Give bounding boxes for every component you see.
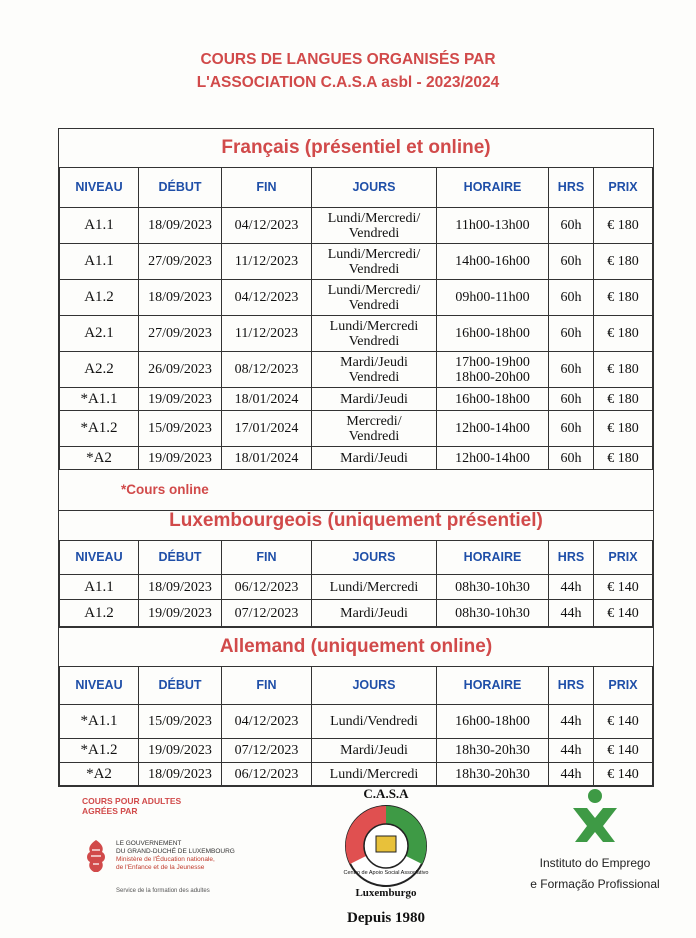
cell-fin: 06/12/2023	[222, 575, 312, 600]
course-table	[59, 666, 653, 786]
cell-line: 16h00-18h00	[455, 391, 530, 407]
cell-jours	[312, 280, 437, 316]
cell-fin: 04/12/2023	[222, 208, 312, 244]
cell-fin: 04/12/2023	[222, 705, 312, 739]
approval-line2: AGRÉES PAR	[82, 806, 138, 816]
cell-jours	[312, 316, 437, 352]
cell-fin: 08/12/2023	[222, 352, 312, 388]
cell-line: Mardi/Jeudi	[340, 450, 408, 466]
cell-line: 12h00-14h00	[455, 421, 530, 436]
table-header	[60, 541, 653, 575]
cell-niveau: *A1.2	[60, 411, 139, 447]
cell-fin: 04/12/2023	[222, 280, 312, 316]
approval-line1: COURS POUR ADULTES	[82, 796, 182, 806]
cell-hrs: 60h	[549, 411, 594, 447]
cell-prix: € 180	[594, 411, 653, 447]
cell-horaire	[437, 763, 549, 786]
cell-niveau: A2.1	[60, 316, 139, 352]
cell-line: 18h30-20h30	[455, 743, 530, 758]
cell-debut: 19/09/2023	[139, 739, 222, 763]
cell-line: Lundi/Mercredi	[329, 579, 419, 595]
cell-line: Vendredi	[348, 428, 400, 444]
table-row	[60, 600, 653, 627]
cell-line: Lundi/Mercredi	[329, 318, 419, 334]
gov-approval	[82, 796, 242, 894]
cell-hrs: 60h	[549, 244, 594, 280]
iefp-logo	[530, 786, 660, 893]
cell-horaire	[437, 208, 549, 244]
casa-since-text: Depuis 1980	[347, 910, 425, 926]
cell-line: 17h00-19h00	[455, 354, 530, 370]
cell-horaire	[437, 316, 549, 352]
cell-niveau: A1.1	[60, 208, 139, 244]
cell-horaire	[437, 600, 549, 627]
cell-niveau: A1.1	[60, 575, 139, 600]
cell-line: Mercredi/	[346, 413, 402, 429]
casa-ring-text: Centro de Apoio Social Associativo	[343, 870, 429, 876]
ministry-line1: Ministère de l'Éducation nationale,	[116, 856, 215, 863]
cell-debut: 19/09/2023	[139, 600, 222, 627]
section-allemand	[58, 627, 654, 787]
col-header-fin: FIN	[222, 541, 312, 575]
cell-hrs: 60h	[549, 388, 594, 411]
cell-debut: 18/09/2023	[139, 280, 222, 316]
cell-line: 16h00-18h00	[455, 714, 530, 729]
col-header-horaire: HORAIRE	[437, 168, 549, 208]
cell-fin: 11/12/2023	[222, 244, 312, 280]
cell-prix: € 140	[594, 600, 653, 627]
col-header-debut: DÉBUT	[139, 168, 222, 208]
cell-prix: € 140	[594, 739, 653, 763]
casa-luxembourg-text: Luxemburgo	[355, 887, 417, 899]
cell-line: 09h00-11h00	[455, 290, 530, 305]
doc-title-line2: L'ASSOCIATION C.A.S.A asbl - 2023/2024	[196, 74, 500, 91]
table-row	[60, 388, 653, 411]
cell-hrs: 44h	[549, 705, 594, 739]
cell-hrs: 60h	[549, 447, 594, 470]
col-header-fin: FIN	[222, 667, 312, 705]
cell-line: Mardi/Jeudi	[340, 605, 408, 621]
col-header-jours: JOURS	[312, 168, 437, 208]
online-note: *Cours online	[121, 482, 209, 497]
cell-fin: 18/01/2024	[222, 388, 312, 411]
doc-title-line1: COURS DE LANGUES ORGANISÉS PAR	[200, 51, 496, 68]
cell-line: Vendredi	[348, 333, 400, 349]
cell-niveau: A1.2	[60, 280, 139, 316]
table-row	[60, 411, 653, 447]
cell-hrs: 44h	[549, 575, 594, 600]
col-header-horaire: HORAIRE	[437, 667, 549, 705]
col-header-hrs: HRS	[549, 541, 594, 575]
col-header-prix: PRIX	[594, 541, 653, 575]
cell-line: Mardi/Jeudi	[340, 743, 408, 758]
cell-hrs: 44h	[549, 763, 594, 786]
col-header-niveau: NIVEAU	[60, 168, 139, 208]
table-row	[60, 316, 653, 352]
cell-niveau: *A2	[60, 447, 139, 470]
col-header-prix: PRIX	[594, 168, 653, 208]
section-title: Français (présentiel et online)	[221, 137, 491, 158]
cell-fin: 07/12/2023	[222, 739, 312, 763]
cell-niveau: *A1.1	[60, 705, 139, 739]
cell-line: Vendredi	[348, 369, 400, 385]
col-header-hrs: HRS	[549, 667, 594, 705]
cell-debut: 19/09/2023	[139, 447, 222, 470]
course-table	[59, 540, 653, 627]
cell-prix: € 180	[594, 244, 653, 280]
cell-prix: € 180	[594, 388, 653, 411]
section-luxembourgeois	[58, 501, 654, 628]
cell-hrs: 60h	[549, 208, 594, 244]
cell-prix: € 140	[594, 763, 653, 786]
cell-debut: 15/09/2023	[139, 411, 222, 447]
col-header-jours: JOURS	[312, 667, 437, 705]
cell-hrs: 44h	[549, 600, 594, 627]
section-title: Allemand (uniquement online)	[219, 636, 493, 657]
cell-fin: 06/12/2023	[222, 763, 312, 786]
cell-line: Lundi/Mercredi/	[327, 282, 421, 298]
cell-jours	[312, 244, 437, 280]
cell-jours	[312, 763, 437, 786]
col-header-debut: DÉBUT	[139, 667, 222, 705]
table-row	[60, 763, 653, 786]
cell-line: Lundi/Mercredi	[329, 766, 419, 782]
cell-debut: 19/09/2023	[139, 388, 222, 411]
cell-jours	[312, 208, 437, 244]
casa-top-text: C.A.S.A	[363, 786, 409, 801]
cell-line: Vendredi	[348, 225, 400, 241]
cell-jours	[312, 739, 437, 763]
cell-prix: € 180	[594, 352, 653, 388]
cell-hrs: 60h	[549, 316, 594, 352]
cell-line: Lundi/Vendredi	[330, 714, 418, 729]
table-row	[60, 352, 653, 388]
gov-name-line2: DU GRAND-DUCHÉ DE LUXEMBOURG	[116, 848, 235, 855]
table-row	[60, 280, 653, 316]
cell-niveau: *A1.2	[60, 739, 139, 763]
cell-horaire	[437, 447, 549, 470]
table-header	[60, 168, 653, 208]
cell-fin: 18/01/2024	[222, 447, 312, 470]
cell-horaire	[437, 411, 549, 447]
course-table	[59, 167, 653, 470]
cell-niveau: *A2	[60, 763, 139, 786]
cell-niveau: *A1.1	[60, 388, 139, 411]
cell-jours	[312, 388, 437, 411]
cell-horaire	[437, 244, 549, 280]
cell-debut: 27/09/2023	[139, 316, 222, 352]
section-title: Luxembourgeois (uniquement présentiel)	[169, 510, 543, 531]
cell-horaire	[437, 388, 549, 411]
cell-niveau: A1.1	[60, 244, 139, 280]
cell-debut: 18/09/2023	[139, 208, 222, 244]
cell-fin: 07/12/2023	[222, 600, 312, 627]
cell-debut: 18/09/2023	[139, 575, 222, 600]
cell-line: Mardi/Jeudi	[340, 391, 408, 407]
casa-book-icon	[376, 836, 396, 852]
cell-fin: 17/01/2024	[222, 411, 312, 447]
table-row	[60, 447, 653, 470]
casa-logo	[338, 784, 434, 934]
cell-line: 12h00-14h00	[455, 450, 530, 466]
cell-jours	[312, 411, 437, 447]
cell-jours	[312, 600, 437, 627]
cell-prix: € 180	[594, 208, 653, 244]
cell-line: 08h30-10h30	[455, 579, 530, 595]
cell-line: Lundi/Mercredi/	[327, 210, 421, 226]
cell-debut: 15/09/2023	[139, 705, 222, 739]
ministry-line2: de l'Enfance et de la Jeunesse	[116, 864, 205, 871]
cell-prix: € 180	[594, 280, 653, 316]
iefp-line2: e Formação Profissional	[530, 877, 660, 891]
cell-line: Mardi/Jeudi	[340, 354, 408, 370]
cell-line: 18h30-20h30	[455, 766, 530, 782]
cell-line: 16h00-18h00	[455, 326, 530, 341]
cell-debut: 26/09/2023	[139, 352, 222, 388]
cell-jours	[312, 575, 437, 600]
cell-horaire	[437, 575, 549, 600]
service-text: Service de la formation des adultes	[116, 888, 210, 894]
cell-fin: 11/12/2023	[222, 316, 312, 352]
cell-line: Vendredi	[348, 297, 400, 313]
cell-hrs: 60h	[549, 352, 594, 388]
cell-hrs: 44h	[549, 739, 594, 763]
table-row	[60, 208, 653, 244]
cell-debut: 18/09/2023	[139, 763, 222, 786]
table-row	[60, 705, 653, 739]
cell-niveau: A2.2	[60, 352, 139, 388]
cell-line: 08h30-10h30	[455, 605, 530, 621]
col-header-niveau: NIVEAU	[60, 541, 139, 575]
table-row	[60, 575, 653, 600]
cell-prix: € 140	[594, 705, 653, 739]
cell-hrs: 60h	[549, 280, 594, 316]
luxembourg-lion-icon	[82, 838, 110, 874]
section-francais	[58, 128, 654, 511]
iefp-line1: Instituto do Emprego	[539, 856, 651, 870]
cell-niveau: A1.2	[60, 600, 139, 627]
table-row	[60, 739, 653, 763]
col-header-niveau: NIVEAU	[60, 667, 139, 705]
cell-horaire	[437, 705, 549, 739]
cell-jours	[312, 447, 437, 470]
cell-line: Lundi/Mercredi/	[327, 246, 421, 262]
col-header-prix: PRIX	[594, 667, 653, 705]
cell-line: 14h00-16h00	[455, 254, 530, 269]
col-header-horaire: HORAIRE	[437, 541, 549, 575]
col-header-hrs: HRS	[549, 168, 594, 208]
cell-jours	[312, 352, 437, 388]
cell-prix: € 140	[594, 575, 653, 600]
cell-horaire	[437, 280, 549, 316]
cell-debut: 27/09/2023	[139, 244, 222, 280]
gov-name	[116, 840, 256, 872]
cell-line: Vendredi	[348, 261, 400, 277]
cell-horaire	[437, 352, 549, 388]
gov-name-line1: LE GOUVERNEMENT	[116, 840, 182, 847]
cell-line: 18h00-20h00	[455, 369, 530, 385]
col-header-fin: FIN	[222, 168, 312, 208]
col-header-debut: DÉBUT	[139, 541, 222, 575]
table-row	[60, 244, 653, 280]
cell-jours	[312, 705, 437, 739]
table-header	[60, 667, 653, 705]
cell-prix: € 180	[594, 447, 653, 470]
iefp-person-icon	[565, 786, 625, 846]
cell-prix: € 180	[594, 316, 653, 352]
col-header-jours: JOURS	[312, 541, 437, 575]
cell-line: 11h00-13h00	[455, 218, 530, 233]
cell-horaire	[437, 739, 549, 763]
